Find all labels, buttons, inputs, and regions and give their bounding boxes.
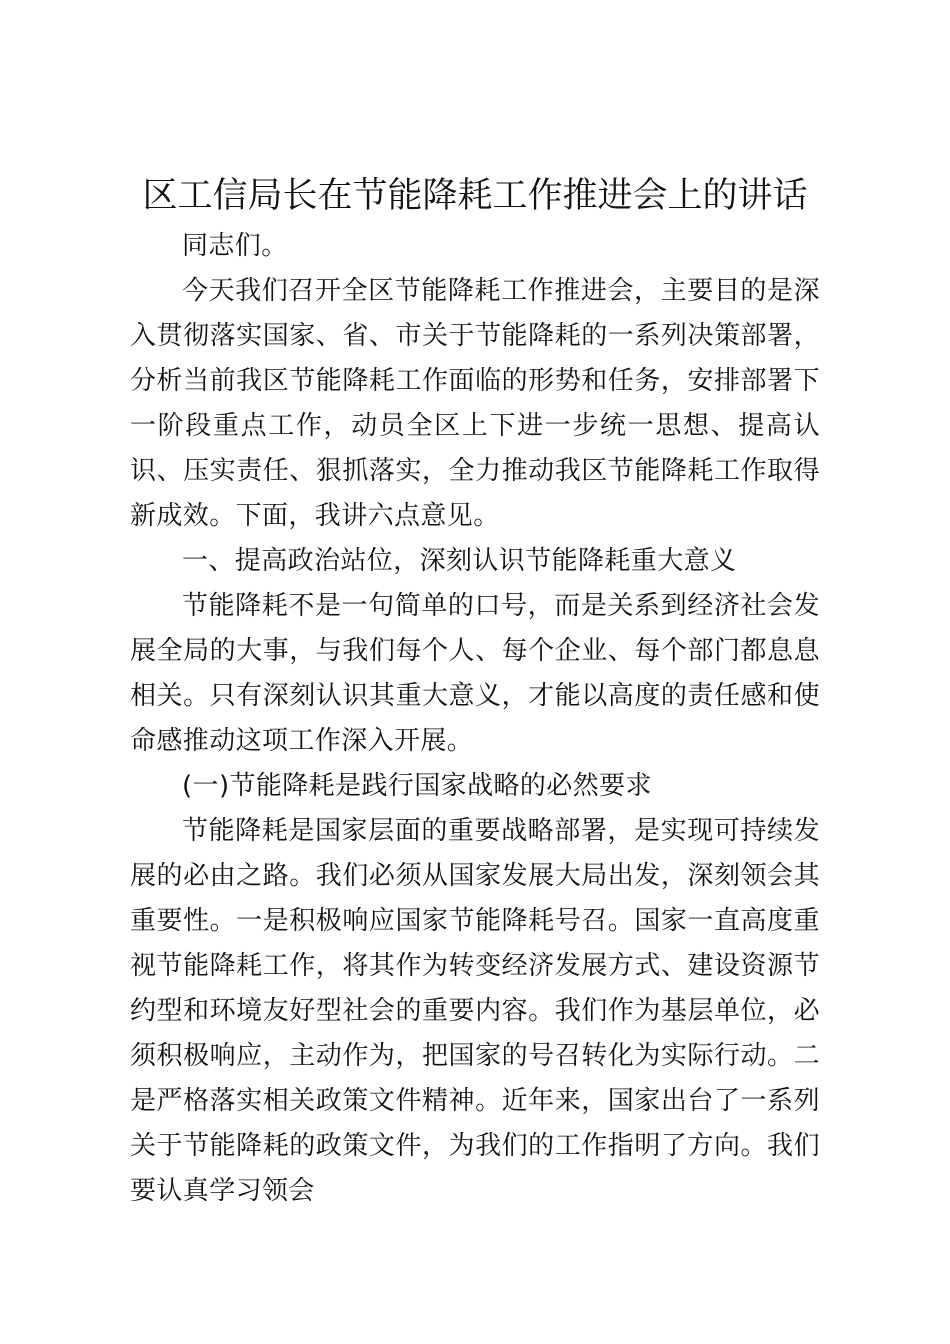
document-body (130, 224, 820, 1214)
subsection-heading-1: (一)节能降耗是践行国家战略的必然要求 (182, 771, 652, 801)
greeting-paragraph: 同志们。 (182, 231, 288, 261)
document-title: 区工信局长在节能降耗工作推进会上的讲话 (142, 176, 808, 216)
section-heading-1: 一、提高政治站位，深刻认识节能降耗重大意义 (182, 546, 737, 576)
subsection-1-paragraph: 节能降耗是国家层面的重要战略部署，是实现可持续发展的必由之路。我们必须从国家发展大局出发，深刻领会其重要性。一是积极响应国家节能降耗号召。国家一直高度重视节能降耗工作，将其作为转变经济发展方式、建设资源节约型和环境友好型社会的重要内容。我们作为基层单位，必须积极响应，主动作为，把国家的号召转化为实际行动。二是严格落实相关政策文件精神。近年来，国家出台了一系列关于节能降耗的政策文件，为我们的工作指明了方向。我们要认真学习领会 (130, 816, 820, 1206)
intro-paragraph: 今天我们召开全区节能降耗工作推进会，主要目的是深入贯彻落实国家、省、市关于节能降耗的一系列决策部署，分析当前我区节能降耗工作面临的形势和任务，安排部署下一阶段重点工作，动员全区上下进一步统一思想、提高认识、压实责任、狠抓落实，全力推动我区节能降耗工作取得新成效。下面，我讲六点意见。 (130, 276, 820, 531)
section-1-paragraph: 节能降耗不是一句简单的口号，而是关系到经济社会发展全局的大事，与我们每个人、每个企业、每个部门都息息相关。只有深刻认识其重大意义，才能以高度的责任感和使命感推动这项工作深入开展。 (130, 591, 820, 756)
